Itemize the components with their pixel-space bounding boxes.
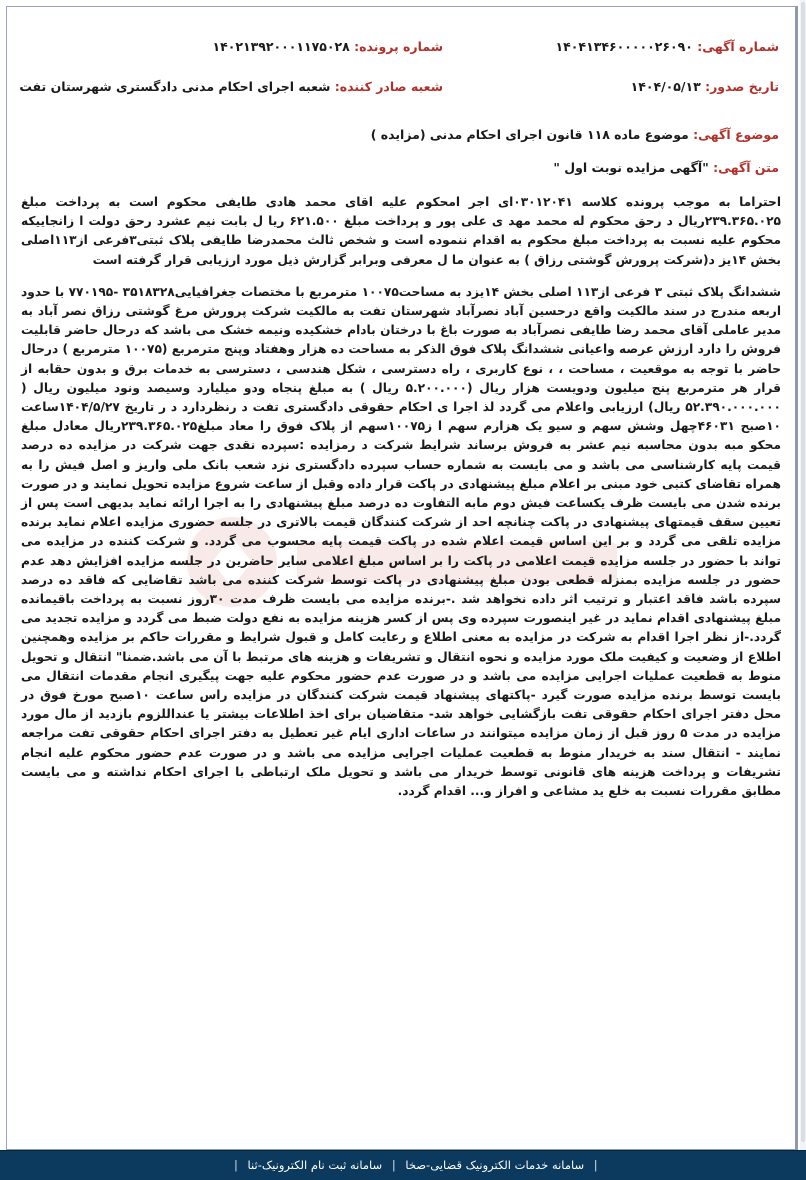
ad-number-label: شماره آگهی: [697, 39, 779, 54]
subject [371, 127, 779, 142]
ad-number [556, 39, 779, 54]
body-paragraph-1: احتراما به موجب پرونده کلاسه ۰۳۰۱۲۰۴۱ای اجر امحکوم علیه اقای محمد هادی طایفی محکوم است به پرداخت مبلغ ۲۳۹.۳۶۵.۰۲۵ریال د رحق محکوم له محمد مهد ی علی پور و پرداخت مبلغ ۶۲۱.۵۰۰ ریا ل بابت نیم عشرد رحق دولت ا زانجاییکه محکوم علیه نسبت به پرداخت مبلغ محکوم به اقدام ننموده است و شخص ثالث محمدرضا طایفی پلاک ثبتی۳فرعی از۱۱۳اصلی بخش ۱۴یز د(شرکت پرورش گوشتی رزاق ) به عنوان ما ل معرفی وبرابر گزارش ذیل مورد ارزیابی قرار گرفته است [21, 195, 781, 267]
footer-separator: | [234, 1158, 238, 1172]
subject-value: موضوع ماده ۱۱۸ قانون اجرای احکام مدنی (مزایده ) [370, 127, 689, 142]
ad-number-value: ۱۴۰۴۱۳۴۶۰۰۰۰۰۲۶۰۹۰ [555, 39, 693, 54]
issuer-label: شعبه صادر کننده: [334, 79, 443, 94]
case-number-label: شماره پرونده: [354, 39, 443, 54]
footer-link-sana[interactable]: سامانه ثبت نام الکترونیک-ثنا [247, 1158, 383, 1172]
footer-link-sakha[interactable]: سامانه خدمات الکترونیک قضایی-صخا [405, 1158, 585, 1172]
issue-date-label: تاریخ صدور: [705, 79, 779, 94]
issue-date [631, 79, 779, 94]
scrollbar-thumb[interactable] [801, 2, 805, 1142]
issuer-value: شعبه اجرای احکام مدنی دادگستری شهرستان تفت [19, 79, 331, 94]
notice-body [21, 193, 781, 801]
footer-bar [0, 1150, 806, 1180]
text-title-value: "آگهی مزایده نوبت اول " [553, 160, 709, 175]
issuer [19, 79, 443, 94]
case-number-value: ۱۴۰۲۱۳۹۲۰۰۰۱۱۷۵۰۲۸ [212, 39, 350, 54]
text-title [553, 160, 779, 175]
subject-label: موضوع آگهی: [693, 127, 779, 142]
footer-separator: | [593, 1158, 598, 1172]
footer-links [228, 1158, 604, 1172]
footer-separator: | [391, 1158, 396, 1172]
case-number [212, 39, 443, 54]
issue-date-value: ۱۴۰۴/۰۵/۱۳ [630, 79, 701, 94]
body-paragraph-2: ششدانگ پلاک ثبتی ۳ فرعی از۱۱۳ اصلی بخش ۱۴یزد به مساحت۱۰۰۷۵ مترمربع با مختصات جغرافیایی۳۵۱۸۳۲۸ -۷۷۰۱۹۵ با حدود اربعه مندرج در سند مالکیت واقع درحسین آباد نصرآباد شهرستان تفت به مالکیت شرکت پرورش مرغ گوشتی رزاق نصر آباد به مدیر عاملی آقای محمد رضا طایفی نصرآباد به صورت باغ با درختان بادام خشکیده ونیمه خشک می باشد که درحال حاضر قابلیت فروش را دارد ارزش عرصه واعیانی ششدانگ پلاک فوق الذکر به مساحت ده هزار وهفتاد وپنج مترمربع (۱۰۰۷۵ مترمربع ) درحال حاضر با توجه به موقعیت ، مساحت ، ، نوع کاربری ، راه دسترسی ، شکل هندسی ، دسترسی به خدمات برق و بدون حقابه از قرار هر مترمربع پنج میلیون ودویست هزار ریال (۵.۲۰۰.۰۰۰ ریال ) به مبلغ پنجاه ودو میلیارد وسیصد ونود میلیون ریال ( ۵۲.۳۹۰.۰۰۰.۰۰۰ ریال) ارزیابی واعلام می گردد لذ اجرا ی احکام حقوقی دادگستری تفت د رنظردارد د ر تاریخ ۱۴۰۴/۵/۲۷ساعت ۱۰صبح ۴۶۰۳۱چهل وشش سهم و سیو یک هزارم سهم ا ز۱۰۰۷۵سهم از پلاک فوق را معاد مبلغ۲۳۹.۳۶۵.۰۲۵ریال معادل مبلغ محکو مبه بدون محاسبه نیم عشر به فروش برساند شرایط شرکت د رمزایده :سپرده نقدی جهت شرکت در مزایده ده درصد قیمت پایه کارشناسی می باشد و می بایست به شماره حساب سپرده دادگستری نزد شعب بانک ملی واریز و اصل فیش را به همراه تقاضای کتبی خود مبنی بر اعلام مبلغ پیشنهادی در پاکت قرار داده وقبل از ساعت شروع مزایده تحویل نمایند و در صورت برنده شدن می بایست ظرف یکساعت فیش دوم مابه التفاوت ده درصد مبلغ پیشنهادی را به اجرا ارائه نماید بدیهی است پس از تعیین سقف قیمتهای پیشنهادی در پاکت چنانچه احد از شرکت کنندگان قیمت بالاتری در جلسه حضوری مزایده اعلام نماید برنده مزایده تلقی می گردد و بر این اساس قیمت اعلام شده در پاکت قیمت پایه محسوب می گردد. و شرکت کننده در مزایده می تواند با حضور در جلسه مزایده قیمت اعلامی در پاکت را بر اساس مبلغ اعلامی سایر حاضرین در جلسه مزایده افزایش دهد عدم حضور در جلسه مزایده بمنزله قطعی بودن مبلغ پیشنهادی در پاکت توسط شرکت کننده می باشد تقاضایی که فاقد ده درصد سپرده باشد فاقد اعتبار و ترتیب اثر داده نخواهد شد .-برنده مزایده می بایست ظرف مدت ۳۰روز نسبت به پرداخت باقیمانده مبلغ پیشنهادی اقدام نماید در غیر اینصورت سپرده وی پس از کسر هزینه مزایده به نفع دولت ضبط می گردد و مزایده تجدید می گردد.-از نظر اجرا اقدام به شرکت در مزایده به معنی اطلاع و رعایت کامل و قبول شرایط و مقررات حاکم بر مزایده وهمچنین اطلاع از وضعیت و کیفیت ملک مورد مزایده و نحوه انتقال و تشریفات و هزینه های مرتبط با آن می باشد.ضمنا" انتقال و تحویل منوط به قطعیت عملیات اجرایی مزایده می باشد و در صورت عدم حضور محکوم علیه جهت پیگیری انجام مقدمات انتقال می بایست توسط برنده مزایده صورت گیرد -پاکتهای پیشنهاد قیمت شرکت کنندگان در مزایده راس ساعت ۱۰صبح مورخ فوق در محل دفتر اجرای احکام حقوقی تفت بازگشایی خواهد شد- متقاضیان برای اخذ اطلاعات بیشتر یا عنداللزوم بازدید از مال مورد مزایده در مدت ۵ روز قبل از زمان مزایده میتوانند در ساعات اداری ایام غیر تعطیل به دفتر اجرای احکام حقوقی تفت مراجعه نمایند - انتقال سند به خریدار منوط به قطعیت عملیات اجرایی مزایده می باشد و در صورت عدم حضور محکوم علیه انجام تشریفات و پرداخت هزینه های قانونی توسط خریدار می باشد و تحویل ملک ارتباطی با اجرای احکام نداشته و می بایست مطابق مقررات نسبت به خلع ید مشاعی و افراز و... اقدام گردد. [21, 284, 781, 799]
scrollbar[interactable] [800, 0, 806, 1150]
text-label: متن آگهی: [713, 160, 779, 175]
notice-document [6, 6, 798, 1152]
